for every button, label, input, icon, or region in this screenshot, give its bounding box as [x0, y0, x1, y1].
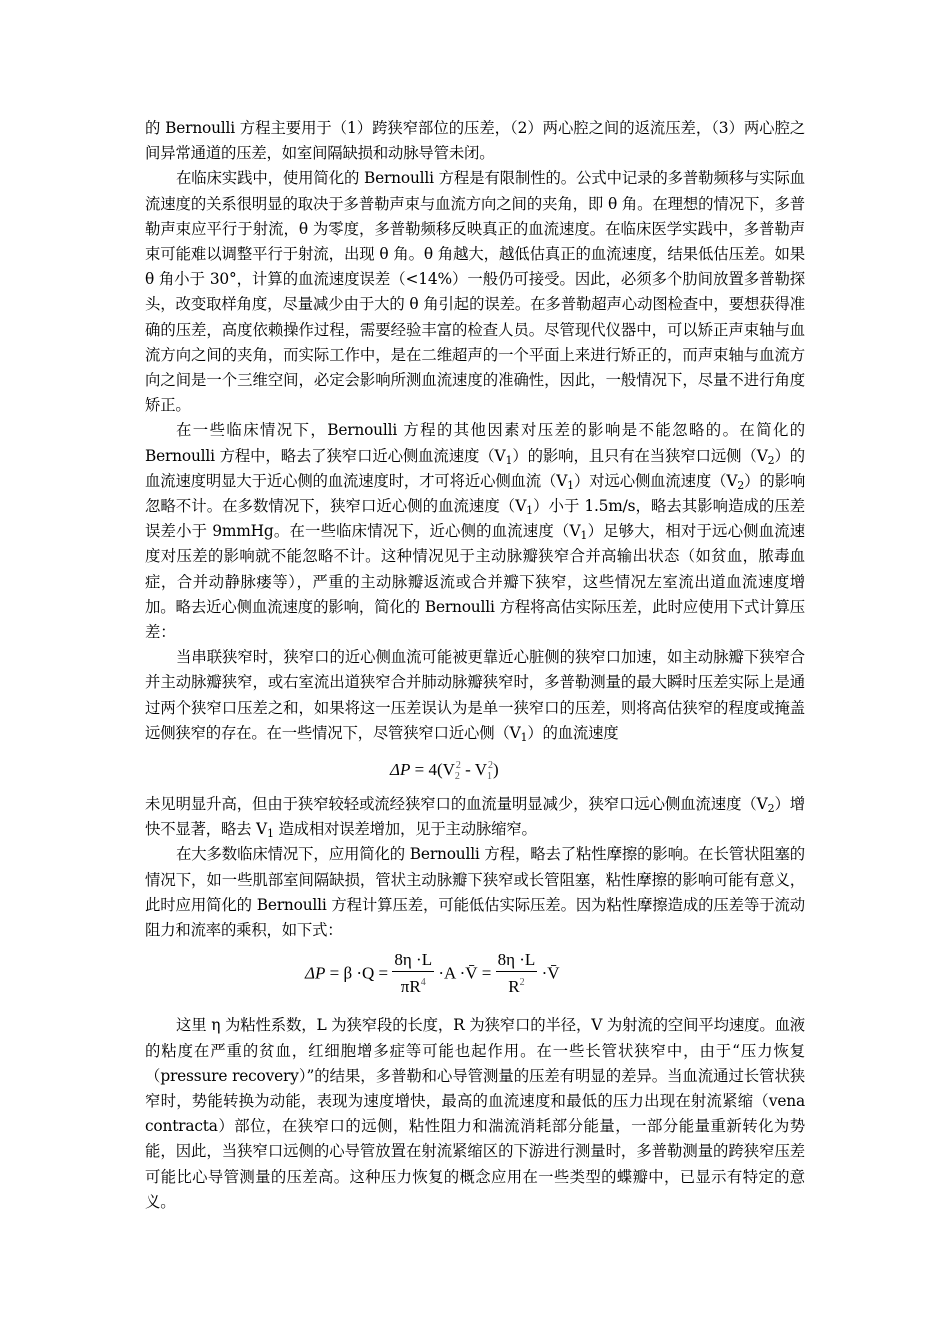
formula-eq: = — [481, 963, 492, 983]
formula-close: ) — [493, 760, 499, 780]
formula-den: πR — [400, 977, 421, 997]
subscript: 1 — [580, 529, 588, 543]
formula-lhs: ΔP — [305, 963, 326, 983]
subscript: 1 — [505, 453, 513, 467]
fraction — [496, 949, 538, 998]
paragraph-viscous-friction: 在大多数临床情况下，应用简化的 Bernoulli 方程，略去了粘性摩擦的影响。在长管状阻塞的情况下，如一些肌部室间隔缺损，管状主动脉瓣下狭窄或长管阻塞，粘性摩擦的影响可能有意义，此时应用简化的 Bernoulli 方程计算压差，可能低估实际压差。因为粘性摩擦造成的压差等于流动阻力和流率的乘积，如下式： — [145, 845, 805, 940]
subscript: 2 — [737, 478, 745, 492]
fraction-numerator: 8η ·L — [392, 949, 434, 972]
formula-mid: ·A ·V̄ — [438, 963, 478, 983]
formula-modified-bernoulli — [145, 746, 805, 792]
formula-sup: 2 — [455, 760, 461, 772]
formula-sub: 1 — [487, 771, 493, 783]
formula-tail: ·V̄ — [541, 963, 560, 983]
text-run: ）对远心侧血流速度（V — [573, 471, 738, 490]
paragraph-proximal-velocity — [145, 418, 805, 645]
fraction-denominator — [392, 972, 434, 998]
text-run: ）的血流速度明显大于近心侧的血流速度时，才可将近心侧血流（V — [145, 446, 805, 490]
formula-sup: 2 — [488, 760, 494, 772]
paragraph-coarctation — [145, 792, 805, 842]
subscript: 2 — [767, 802, 775, 816]
paragraph-theta-angle: 在临床实践中，使用简化的 Bernoulli 方程是有限制性的。公式中记录的多普勒频移与实际血流速度的关系很明显的取决于多普勒声束与血流方向之间的夹角，即 θ 角。在理想的情况下，多普勒声束应平行于射流，θ 为零度，多普勒频移反映真正的血流速度。在临床医学实践中，多普勒声束可能难以调整平行于射流，出现 θ 角。θ 角越大，越低估真正的血流速度，结果低估压差。如果 θ 角小于 30°，计算的血流速度误差（<14%）一般仍可接受。因此，必须多个肋间放置多普勒探头，改变取样角度，尽量减少由于大的 θ 角引起的误差。在多普勒超声心动图检查中，要想获得准确的压差，高度依赖操作过程，需要经验丰富的检查人员。尽管现代仪器中，可以矫正声束轴与血流方向之间的夹角，而实际工作中，是在二维超声的一个平面上来进行矫正的，而声束轴与血流方向之间是一个三维空间，必定会影响所测血流速度的准确性，因此，一般情况下，尽量不进行角度矫正。 — [145, 169, 805, 415]
formula-sup: 2 — [519, 977, 525, 989]
fraction-denominator — [496, 972, 538, 998]
subscript: 2 — [767, 453, 775, 467]
formula-sub: 2 — [454, 771, 460, 783]
paragraph-pressure-recovery: 这里 η 为粘性系数，L 为狭窄段的长度，R 为狭窄口的半径，V 为射流的空间平均速度。血液的粘度在严重的贫血，红细胞增多症等可能也起作用。在一些长管状狭窄中，由于“压力恢复（pressure recovery）”的结果，多普勒和心导管测量的压差有明显的差异。当血流通过长管状狭窄时，势能转换为动能，表现为速度增快，最高的血流速度和最低的压力出现在射流紧缩（vena contracta）部位，在狭窄口的远侧，粘性阻力和湍流消耗部分能量，一部分能量重新转化为势能，因此，当狭窄口远侧的心导管放置在射流紧缩区的下游进行测量时，多普勒测量的跨狭窄压差可能比心导管测量的压差高。这种压力恢复的概念应用在一些类型的蝶瓣中，已显示有特定的意义。 — [145, 1016, 805, 1211]
paragraph-bernoulli-uses: 的 Bernoulli 方程主要用于（1）跨狭窄部位的压差，（2）两心腔之间的返流压差，（3）两心腔之间异常通道的压差，如室间隔缺损和动脉导管未闭。 — [145, 119, 805, 163]
subscript: 1 — [266, 827, 274, 841]
text-run: 当串联狭窄时，狭窄口的近心侧血流可能被更靠近心脏侧的狭窄口加速，如主动脉瓣下狭窄合并主动脉瓣狭窄，或右室流出道狭窄合并肺动脉瓣狭窄时，多普勒测量的最大瞬时压差实际上是通过两个狭窄口压差之和，如果将这一压差误认为是单一狭窄口的压差，则将高估狭窄的程度或掩盖远侧狭窄的存在。在一些情况下，尽管狭窄口近心侧（V — [145, 648, 805, 742]
text-run: ）增快不显著，略去 V — [145, 795, 805, 839]
text-run: 在一些临床情况下，Bernoulli 方程的其他因素对压差的影响是不能忽略的。在简化的 Bernoulli 方程中，略去了狭窄口近心侧血流速度（V — [145, 421, 805, 465]
text-run: 造成相对误差增加，见于主动脉缩窄。 — [273, 820, 537, 839]
text-run: ）的血流速度 — [527, 723, 619, 742]
fraction-numerator: 8η ·L — [496, 949, 538, 972]
formula-viscous-pressure — [145, 943, 805, 1005]
subscript: 1 — [526, 504, 533, 518]
formula-lhs: ΔP — [390, 760, 411, 780]
subscript: 1 — [520, 730, 528, 744]
text-run: ）的影响忽略不计。在多数情况下，狭窄口近心侧的血流速度（V — [145, 471, 806, 516]
formula-den: R — [508, 977, 520, 997]
text-run: ）足够大，相对于远心侧血流速度对压差的影响就不能忽略不计。这种情况见于主动脉瓣狭窄合并高输出状态（如贫血，脓毒血症，合并动静脉瘘等），严重的主动脉瓣返流或合并瓣下狭窄，这些情况左室流出道血流速度增加。略去近心侧血流速度的影响，简化的 Bernoulli 方程将高估实际压差，此时应使用下式计算压差： — [145, 522, 805, 642]
subscript: 1 — [567, 478, 574, 492]
fraction — [392, 949, 434, 998]
formula-sup: 4 — [420, 977, 426, 989]
text-run: ）的影响，且只有在当狭窄口远侧（V — [512, 446, 768, 465]
text-run: ）小于 1.5m/s，略去其影响造成的压差误差小于 9mmHg。在一些临床情况下，近心侧的血流速度（V — [145, 497, 805, 541]
formula-eq: = 4(V — [414, 760, 455, 780]
formula-minus: - V — [460, 760, 488, 780]
paragraph-serial-stenosis — [145, 645, 805, 746]
text-run: 未见明显升高，但由于狭窄较轻或流经狭窄口的血流量明显减少，狭窄口远心侧血流速度（V — [145, 795, 768, 814]
document-page — [145, 116, 805, 1215]
formula-eq: = β ·Q = — [329, 963, 389, 983]
